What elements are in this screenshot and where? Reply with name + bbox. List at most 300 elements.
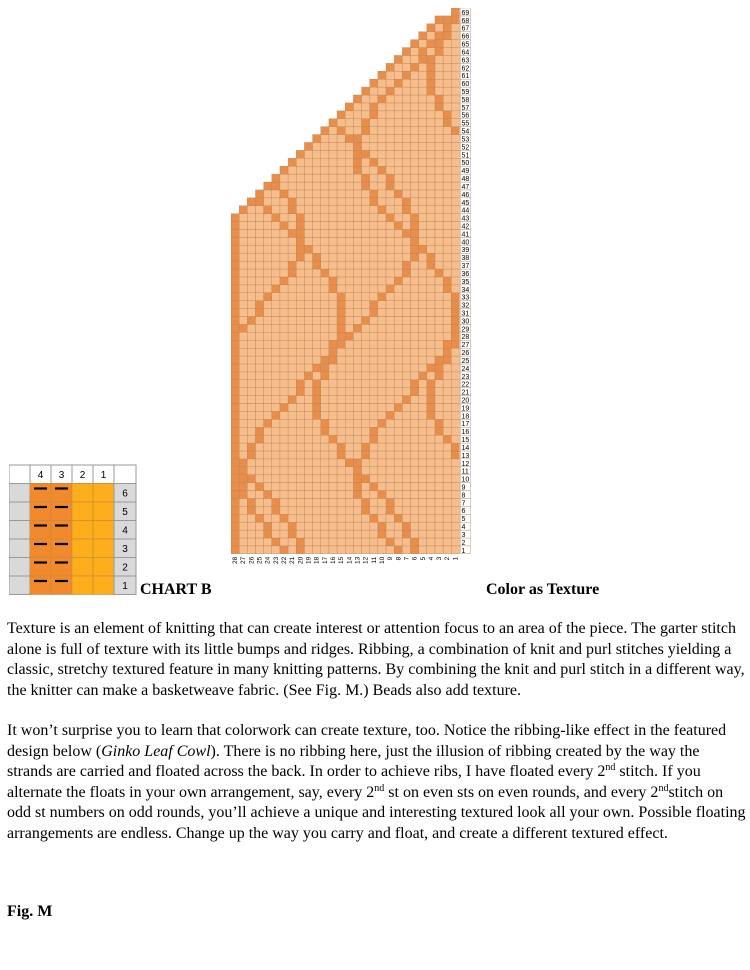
chart-stitch [247, 372, 255, 380]
chart-stitch [264, 388, 272, 396]
chart-stitch [255, 514, 263, 522]
chart-stitch [411, 142, 419, 150]
chart-stitch [378, 103, 386, 111]
chart-stitch [264, 435, 272, 443]
chart-stitch [313, 483, 321, 491]
chart-stitch [386, 538, 394, 546]
chart-stitch [386, 293, 394, 301]
chart-stitch [280, 309, 288, 317]
chart-stitch [427, 182, 435, 190]
chart-stitch [370, 182, 378, 190]
chart-stitch [264, 380, 272, 388]
chart-stitch [353, 427, 361, 435]
chart-stitch [255, 348, 263, 356]
chart-stitch [337, 538, 345, 546]
chart-stitch [345, 419, 353, 427]
chart-stitch [272, 229, 280, 237]
round-number: 20 [461, 397, 470, 405]
chart-stitch [370, 214, 378, 222]
chart-stitch [370, 538, 378, 546]
chart-stitch [272, 467, 280, 475]
chart-stitch [304, 166, 312, 174]
chart-stitch [231, 419, 239, 427]
chart-stitch [443, 48, 451, 56]
chart-stitch [386, 166, 394, 174]
chart-stitch [288, 340, 296, 348]
chart-stitch [443, 364, 451, 372]
chart-stitch [362, 190, 370, 198]
chart-stitch [272, 506, 280, 514]
chart-stitch [427, 491, 435, 499]
chart-stitch [313, 340, 321, 348]
round-number: 21 [461, 389, 470, 397]
chart-stitch [435, 309, 443, 317]
chart-stitch [337, 119, 345, 127]
chart-stitch [288, 198, 296, 206]
chart-stitch [362, 435, 370, 443]
chart-stitch [272, 451, 280, 459]
chart-stitch [345, 103, 353, 111]
stitch-number: 10 [378, 556, 386, 565]
chart-stitch [427, 103, 435, 111]
round-number: 53 [461, 136, 470, 144]
chart-stitch [411, 95, 419, 103]
chart-stitch [345, 301, 353, 309]
chart-stitch [378, 87, 386, 95]
chart-stitch [288, 261, 296, 269]
chart-stitch [394, 356, 402, 364]
chart-stitch [370, 229, 378, 237]
chart-stitch [378, 451, 386, 459]
chart-stitch [402, 71, 410, 79]
chart-stitch [443, 324, 451, 332]
chart-stitch [362, 427, 370, 435]
chart-stitch [435, 71, 443, 79]
chart-stitch [427, 506, 435, 514]
chart-stitch [402, 174, 410, 182]
chart-stitch [337, 380, 345, 388]
chart-stitch [239, 388, 247, 396]
chart-stitch [419, 514, 427, 522]
colorwork-chart [231, 8, 487, 596]
chart-stitch [337, 411, 345, 419]
chart-stitch [394, 340, 402, 348]
chart-stitch [321, 427, 329, 435]
chart-stitch [296, 483, 304, 491]
chart-stitch [345, 198, 353, 206]
chart-stitch [313, 427, 321, 435]
chart-stitch [313, 198, 321, 206]
chart-stitch [370, 467, 378, 475]
chart-stitch [321, 269, 329, 277]
chart-stitch [435, 95, 443, 103]
chart-stitch [264, 364, 272, 372]
chart-stitch [345, 182, 353, 190]
chart-stitch [411, 174, 419, 182]
chart-stitch [386, 229, 394, 237]
chart-stitch [419, 364, 427, 372]
chart-stitch [378, 538, 386, 546]
stitch-cell [30, 576, 51, 595]
chart-stitch [288, 538, 296, 546]
chart-stitch [402, 332, 410, 340]
chart-stitch [411, 491, 419, 499]
chart-stitch [386, 404, 394, 412]
chart-stitch [443, 506, 451, 514]
chart-stitch [370, 150, 378, 158]
chart-stitch [247, 245, 255, 253]
chart-stitch [345, 166, 353, 174]
chart-stitch [353, 277, 361, 285]
chart-stitch [304, 435, 312, 443]
chart-stitch [321, 498, 329, 506]
chart-stitch [345, 380, 353, 388]
chart-stitch [231, 261, 239, 269]
chart-stitch [370, 237, 378, 245]
round-number: 38 [461, 255, 470, 263]
stitch-number: 3 [436, 556, 444, 561]
chart-stitch [280, 222, 288, 230]
chart-stitch [378, 364, 386, 372]
chart-stitch [264, 229, 272, 237]
chart-stitch [402, 435, 410, 443]
chart-stitch [231, 404, 239, 412]
chart-stitch [353, 103, 361, 111]
round-number: 14 [461, 444, 470, 452]
chart-stitch [370, 135, 378, 143]
chart-stitch [435, 79, 443, 87]
chart-stitch [353, 522, 361, 530]
chart-stitch [443, 530, 451, 538]
chart-stitch [443, 356, 451, 364]
round-number: 17 [461, 421, 470, 429]
chart-stitch [255, 293, 263, 301]
chart-stitch [451, 87, 459, 95]
chart-stitch [345, 427, 353, 435]
chart-stitch [337, 277, 345, 285]
chart-stitch [231, 388, 239, 396]
chart-stitch [345, 348, 353, 356]
chart-stitch [362, 340, 370, 348]
chart-stitch [427, 372, 435, 380]
chart-stitch [370, 158, 378, 166]
chart-stitch [280, 348, 288, 356]
round-number: 15 [461, 437, 470, 445]
chart-stitch [353, 348, 361, 356]
chart-stitch [313, 404, 321, 412]
chart-stitch [443, 277, 451, 285]
chart-stitch [378, 135, 386, 143]
chart-stitch [419, 277, 427, 285]
chart-stitch [255, 538, 263, 546]
chart-stitch [378, 285, 386, 293]
chart-stitch [386, 443, 394, 451]
round-number: 49 [461, 168, 470, 176]
chart-stitch [378, 427, 386, 435]
stitch-cell [51, 521, 72, 540]
round-number: 66 [461, 33, 470, 41]
chart-stitch [435, 404, 443, 412]
chart-stitch [451, 467, 459, 475]
chart-stitch [427, 79, 435, 87]
chart-stitch [451, 506, 459, 514]
chart-stitch [264, 340, 272, 348]
chart-stitch [411, 459, 419, 467]
chart-stitch [280, 372, 288, 380]
chart-stitch [264, 459, 272, 467]
chart-stitch [337, 459, 345, 467]
chart-stitch [321, 135, 329, 143]
chart-stitch [272, 419, 280, 427]
chart-stitch [394, 530, 402, 538]
chart-stitch [411, 380, 419, 388]
stitch-cell [93, 558, 114, 577]
chart-stitch [427, 198, 435, 206]
chart-stitch [451, 229, 459, 237]
chart-stitch [419, 150, 427, 158]
chart-stitch [427, 324, 435, 332]
round-number: 8 [461, 492, 466, 500]
chart-stitch [329, 396, 337, 404]
chart-stitch [443, 332, 451, 340]
chart-stitch [272, 277, 280, 285]
chart-stitch [337, 356, 345, 364]
stitch-number: 6 [411, 556, 419, 561]
chart-stitch [386, 522, 394, 530]
chart-stitch [313, 546, 321, 554]
chart-stitch [272, 340, 280, 348]
chart-stitch [321, 301, 329, 309]
chart-stitch [345, 491, 353, 499]
chart-stitch [402, 150, 410, 158]
chart-stitch [239, 522, 247, 530]
chart-stitch [304, 285, 312, 293]
chart-stitch [411, 419, 419, 427]
chart-stitch [411, 301, 419, 309]
chart-stitch [304, 404, 312, 412]
chart-stitch [255, 269, 263, 277]
chart-stitch [288, 206, 296, 214]
round-number: 41 [461, 231, 470, 239]
chart-stitch [264, 483, 272, 491]
chart-stitch [435, 206, 443, 214]
chart-stitch [386, 348, 394, 356]
chart-stitch [239, 364, 247, 372]
chart-stitch [370, 522, 378, 530]
chart-stitch [272, 316, 280, 324]
chart-stitch [451, 277, 459, 285]
chart-stitch [378, 498, 386, 506]
chart-stitch [362, 214, 370, 222]
chart-stitch [386, 324, 394, 332]
chart-stitch [239, 498, 247, 506]
chart-stitch [296, 388, 304, 396]
chart-stitch [296, 435, 304, 443]
chart-stitch [451, 166, 459, 174]
chart-stitch [280, 419, 288, 427]
round-number: 1 [461, 547, 466, 555]
chart-stitch [231, 427, 239, 435]
stitch-number: 23 [272, 556, 280, 565]
chart-stitch [296, 530, 304, 538]
chart-stitch [386, 142, 394, 150]
chart-stitch [272, 253, 280, 261]
chart-stitch [370, 253, 378, 261]
chart-stitch [255, 443, 263, 451]
chart-stitch [321, 530, 329, 538]
chart-stitch [394, 87, 402, 95]
chart-stitch [304, 356, 312, 364]
chart-stitch [386, 95, 394, 103]
chart-stitch [255, 435, 263, 443]
round-number: 45 [461, 199, 470, 207]
chart-stitch [378, 380, 386, 388]
chart-stitch [329, 166, 337, 174]
chart-stitch [378, 95, 386, 103]
chart-stitch [272, 530, 280, 538]
chart-stitch [304, 253, 312, 261]
chart-stitch [288, 356, 296, 364]
stitch-cell [72, 558, 93, 577]
chart-stitch [337, 348, 345, 356]
chart-stitch [443, 32, 451, 40]
chart-stitch [337, 498, 345, 506]
chart-stitch [419, 214, 427, 222]
round-number: 33 [461, 294, 470, 302]
chart-stitch [353, 506, 361, 514]
chart-stitch [427, 63, 435, 71]
chart-stitch [411, 253, 419, 261]
chart-stitch [329, 388, 337, 396]
chart-stitch [394, 372, 402, 380]
chart-stitch [337, 372, 345, 380]
chart-stitch [239, 514, 247, 522]
chart-stitch [378, 372, 386, 380]
chart-stitch [370, 293, 378, 301]
chart-stitch [264, 182, 272, 190]
chart-stitch [353, 214, 361, 222]
chart-stitch [272, 364, 280, 372]
chart-stitch [288, 483, 296, 491]
chart-stitch [247, 214, 255, 222]
chart-stitch [402, 182, 410, 190]
chart-stitch [304, 483, 312, 491]
chart-stitch [353, 538, 361, 546]
chart-stitch [402, 103, 410, 111]
chart-stitch [427, 498, 435, 506]
chart-stitch [402, 411, 410, 419]
chart-stitch [451, 309, 459, 317]
chart-stitch [255, 214, 263, 222]
chart-stitch [280, 198, 288, 206]
round-number: 26 [461, 350, 470, 358]
chart-stitch [394, 443, 402, 451]
chart-stitch [362, 111, 370, 119]
chart-stitch [231, 475, 239, 483]
chart-stitch [362, 498, 370, 506]
chart-stitch [353, 475, 361, 483]
chart-stitch [231, 443, 239, 451]
chart-stitch [411, 411, 419, 419]
chart-stitch [370, 404, 378, 412]
chart-stitch [386, 214, 394, 222]
chart-stitch [255, 483, 263, 491]
chart-stitch [321, 332, 329, 340]
chart-stitch [386, 506, 394, 514]
chart-stitch [313, 498, 321, 506]
chart-stitch [435, 277, 443, 285]
chart-stitch [313, 253, 321, 261]
round-number: 25 [461, 357, 470, 365]
chart-stitch [419, 419, 427, 427]
chart-stitch [402, 522, 410, 530]
chart-stitch [337, 182, 345, 190]
chart-stitch [378, 506, 386, 514]
chart-stitch [435, 214, 443, 222]
chart-stitch [419, 372, 427, 380]
chart-stitch [329, 237, 337, 245]
chart-stitch [435, 135, 443, 143]
chart-stitch [394, 63, 402, 71]
chart-stitch [337, 388, 345, 396]
chart-stitch [304, 419, 312, 427]
chart-stitch [321, 356, 329, 364]
chart-stitch [419, 40, 427, 48]
chart-stitch [370, 269, 378, 277]
chart-stitch [345, 237, 353, 245]
row-number: 3 [122, 544, 128, 555]
chart-stitch [427, 293, 435, 301]
chart-stitch [337, 309, 345, 317]
chart-stitch [419, 380, 427, 388]
chart-stitch [419, 340, 427, 348]
chart-stitch [304, 427, 312, 435]
chart-stitch [345, 206, 353, 214]
chart-stitch [288, 419, 296, 427]
chart-stitch [378, 206, 386, 214]
chart-stitch [345, 309, 353, 317]
round-number: 55 [461, 120, 470, 128]
chart-stitch [451, 491, 459, 499]
chart-stitch [313, 467, 321, 475]
chart-stitch [443, 498, 451, 506]
chart-stitch [239, 404, 247, 412]
chart-stitch [296, 451, 304, 459]
stitch-cell [51, 576, 72, 595]
chart-stitch [296, 174, 304, 182]
chart-stitch [353, 356, 361, 364]
chart-stitch [362, 348, 370, 356]
chart-stitch [329, 356, 337, 364]
chart-stitch [443, 522, 451, 530]
chart-stitch [353, 324, 361, 332]
chart-stitch [443, 293, 451, 301]
chart-stitch [353, 332, 361, 340]
chart-stitch [435, 316, 443, 324]
chart-stitch [362, 404, 370, 412]
chart-stitch [386, 119, 394, 127]
chart-stitch [386, 150, 394, 158]
chart-stitch [370, 459, 378, 467]
section-title: Color as Texture [486, 581, 600, 598]
stitch-cell [51, 502, 72, 521]
chart-stitch [378, 404, 386, 412]
chart-stitch [362, 506, 370, 514]
chart-stitch [304, 174, 312, 182]
chart-stitch [451, 269, 459, 277]
chart-stitch [394, 404, 402, 412]
chart-stitch [427, 190, 435, 198]
